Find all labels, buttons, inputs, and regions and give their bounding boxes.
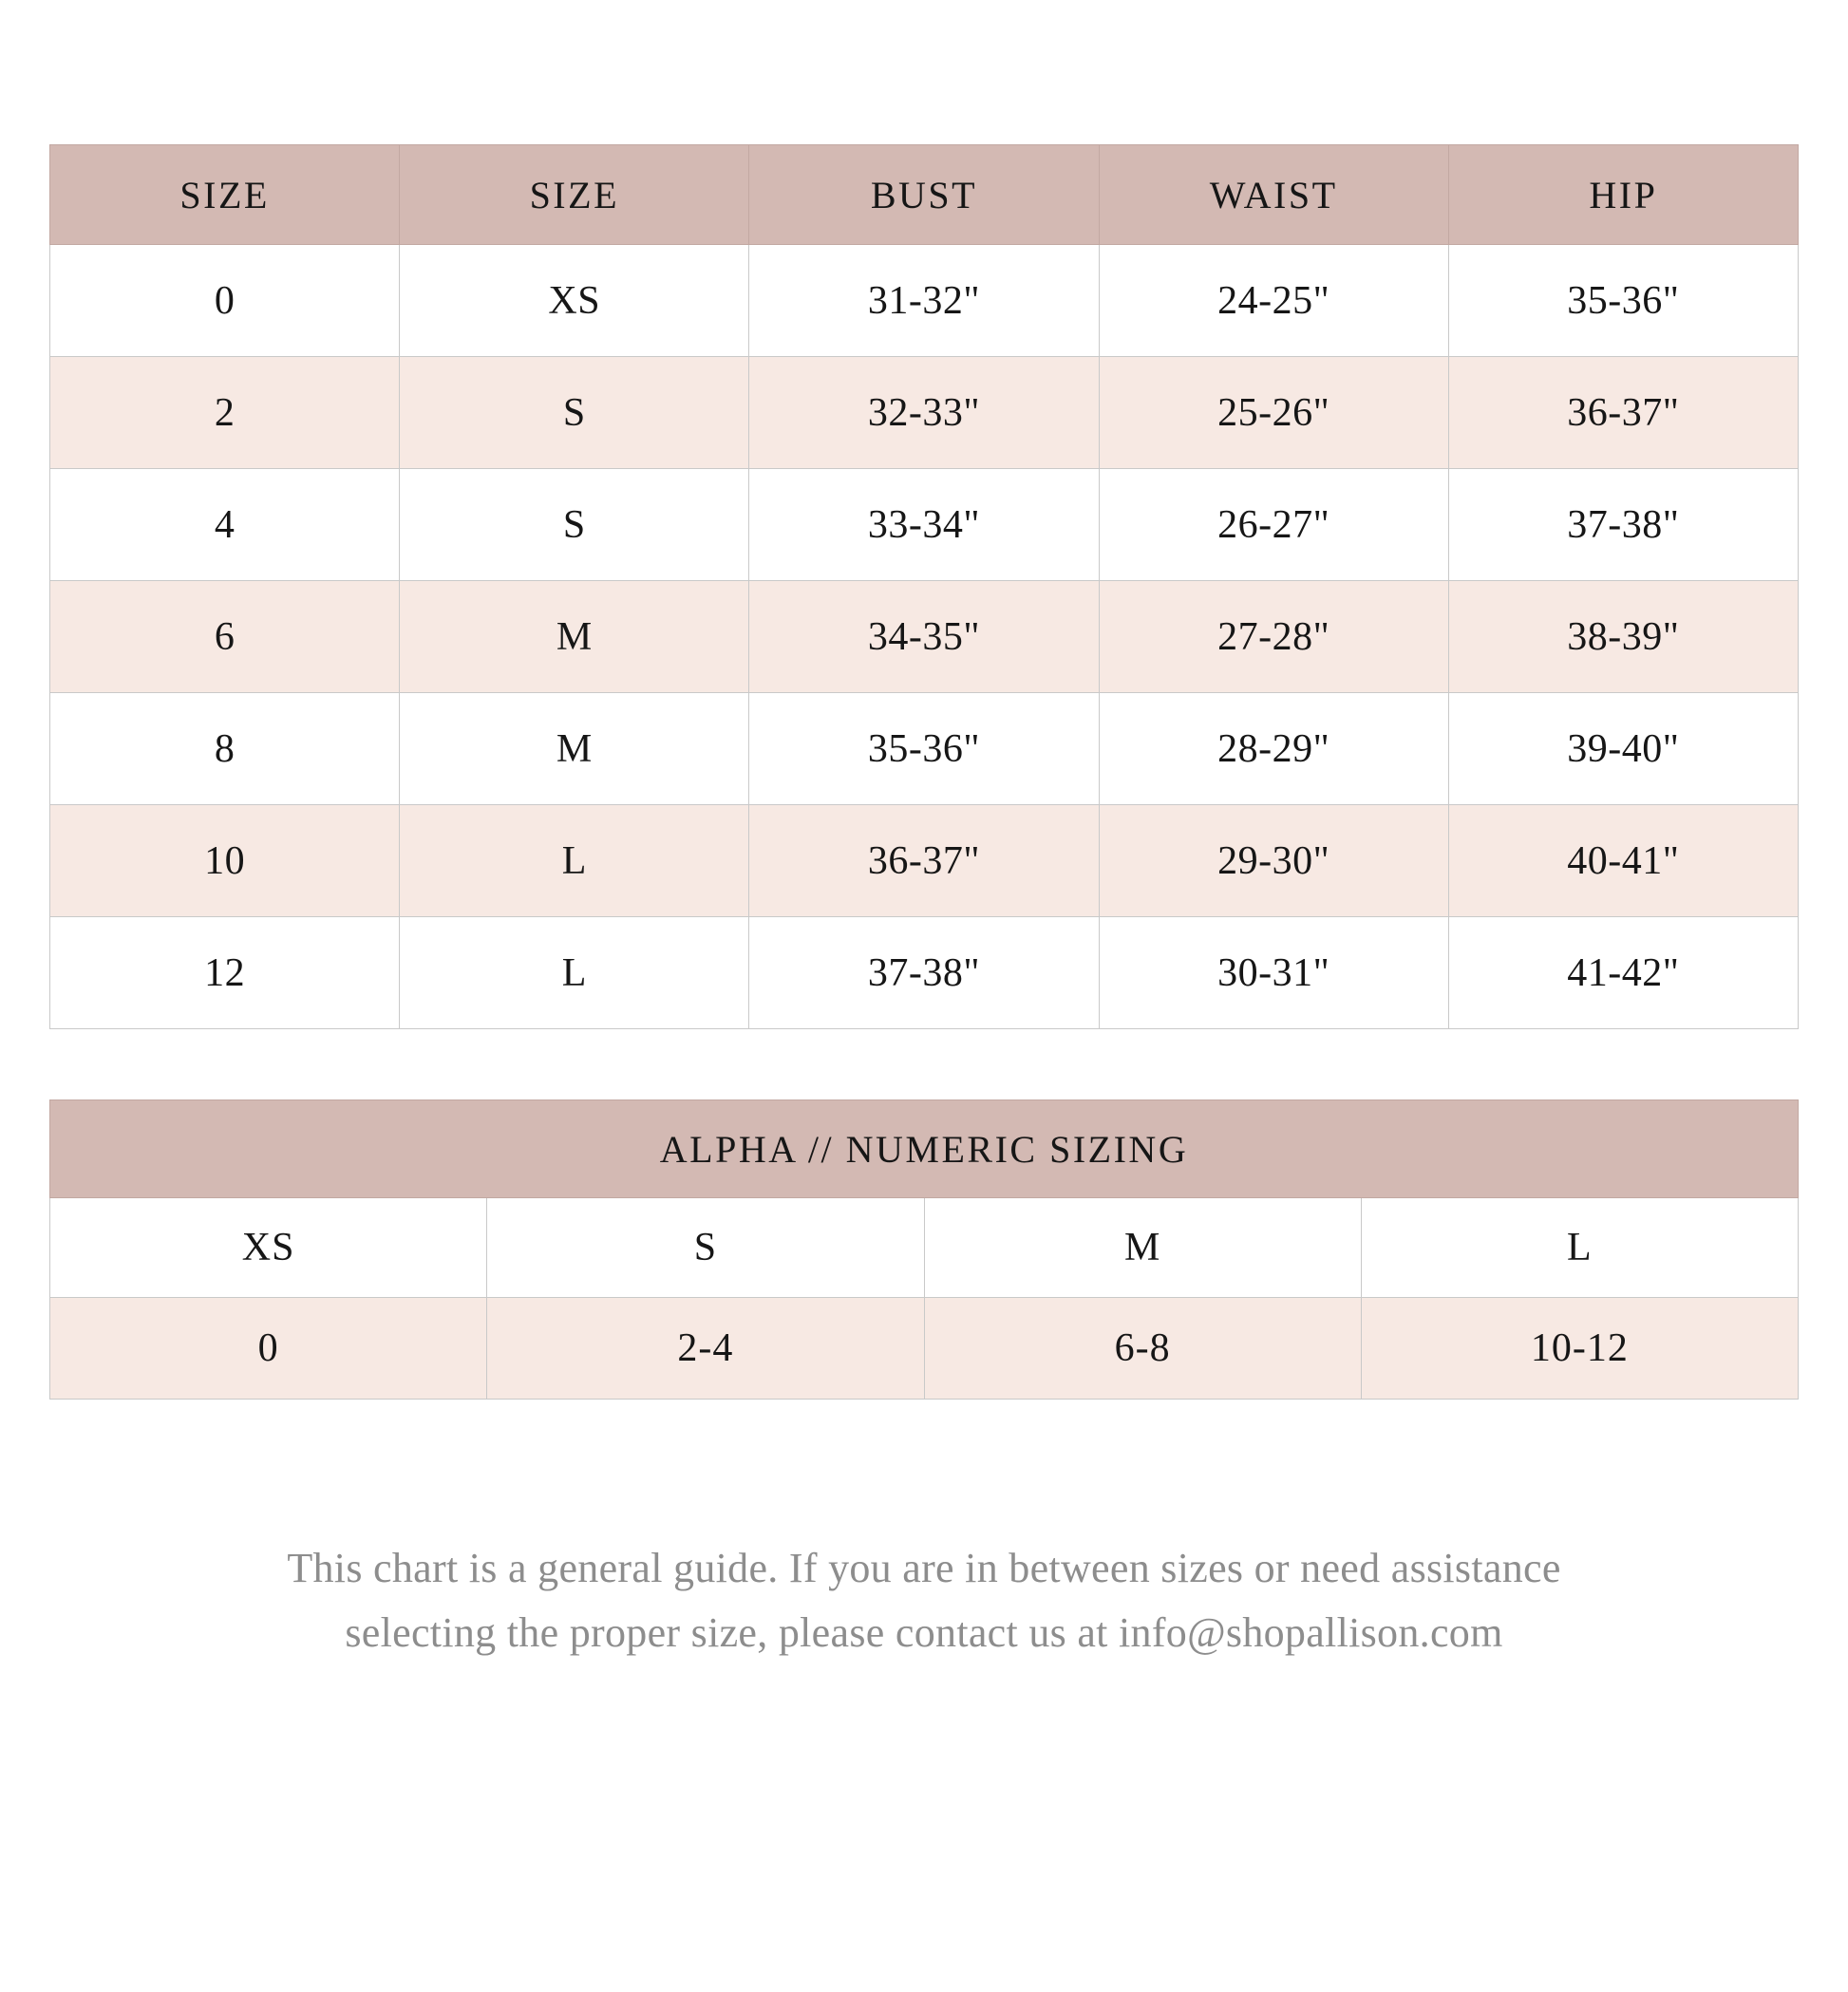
cell-numeric-s: 2-4: [487, 1298, 924, 1400]
measurement-table-container: [49, 144, 1799, 1029]
cell-hip: 39-40": [1448, 693, 1798, 805]
cell-size-alpha: M: [400, 581, 749, 693]
cell-size-numeric: 2: [50, 357, 400, 469]
cell-bust: 31-32": [749, 245, 1099, 357]
alpha-numeric-table-body: [50, 1198, 1799, 1400]
table-row: [50, 357, 1799, 469]
cell-alpha-m: M: [924, 1198, 1361, 1298]
cell-size-numeric: 4: [50, 469, 400, 581]
column-header-size-alpha: SIZE: [400, 145, 749, 245]
cell-size-alpha: S: [400, 357, 749, 469]
table-row: [50, 245, 1799, 357]
footnote-line-2: selecting the proper size, please contact us at info@shopallison.com: [345, 1609, 1503, 1657]
table-row: [50, 805, 1799, 917]
cell-size-numeric: 12: [50, 917, 400, 1029]
cell-waist: 25-26": [1099, 357, 1448, 469]
cell-bust: 36-37": [749, 805, 1099, 917]
cell-waist: 24-25": [1099, 245, 1448, 357]
cell-bust: 33-34": [749, 469, 1099, 581]
table-row: [50, 917, 1799, 1029]
cell-numeric-m: 6-8: [924, 1298, 1361, 1400]
column-header-hip: HIP: [1448, 145, 1798, 245]
cell-size-numeric: 8: [50, 693, 400, 805]
cell-numeric-l: 10-12: [1361, 1298, 1798, 1400]
measurement-table-body: [50, 245, 1799, 1029]
cell-waist: 29-30": [1099, 805, 1448, 917]
cell-hip: 35-36": [1448, 245, 1798, 357]
cell-bust: 35-36": [749, 693, 1099, 805]
cell-alpha-xs: XS: [50, 1198, 487, 1298]
cell-hip: 38-39": [1448, 581, 1798, 693]
cell-size-numeric: 6: [50, 581, 400, 693]
table-row: [50, 581, 1799, 693]
table-row: [50, 1198, 1799, 1298]
cell-size-alpha: L: [400, 805, 749, 917]
measurement-table-head: [50, 145, 1799, 245]
cell-waist: 30-31": [1099, 917, 1448, 1029]
column-header-waist: WAIST: [1099, 145, 1448, 245]
cell-hip: 41-42": [1448, 917, 1798, 1029]
alpha-numeric-table: [49, 1099, 1799, 1400]
cell-numeric-xs: 0: [50, 1298, 487, 1400]
measurement-table: [49, 144, 1799, 1029]
footnote-line-1: This chart is a general guide. If you are in between sizes or need assistance: [287, 1545, 1561, 1591]
footnote: [49, 1536, 1799, 1665]
cell-bust: 32-33": [749, 357, 1099, 469]
cell-alpha-s: S: [487, 1198, 924, 1298]
table-row: [50, 693, 1799, 805]
table-row: [50, 469, 1799, 581]
cell-size-alpha: L: [400, 917, 749, 1029]
cell-bust: 37-38": [749, 917, 1099, 1029]
cell-waist: 27-28": [1099, 581, 1448, 693]
cell-size-alpha: S: [400, 469, 749, 581]
column-header-size-numeric: SIZE: [50, 145, 400, 245]
cell-hip: 40-41": [1448, 805, 1798, 917]
size-chart-page: [0, 144, 1848, 1992]
cell-size-alpha: M: [400, 693, 749, 805]
alpha-numeric-title: ALPHA // NUMERIC SIZING: [50, 1100, 1799, 1198]
cell-waist: 26-27": [1099, 469, 1448, 581]
alpha-numeric-table-head: [50, 1100, 1799, 1198]
cell-size-numeric: 0: [50, 245, 400, 357]
cell-bust: 34-35": [749, 581, 1099, 693]
column-header-bust: BUST: [749, 145, 1099, 245]
cell-size-alpha: XS: [400, 245, 749, 357]
cell-waist: 28-29": [1099, 693, 1448, 805]
cell-size-numeric: 10: [50, 805, 400, 917]
table-row: [50, 1298, 1799, 1400]
cell-hip: 37-38": [1448, 469, 1798, 581]
table-header-row: [50, 145, 1799, 245]
alpha-title-row: [50, 1100, 1799, 1198]
cell-hip: 36-37": [1448, 357, 1798, 469]
alpha-numeric-table-container: [49, 1099, 1799, 1400]
cell-alpha-l: L: [1361, 1198, 1798, 1298]
